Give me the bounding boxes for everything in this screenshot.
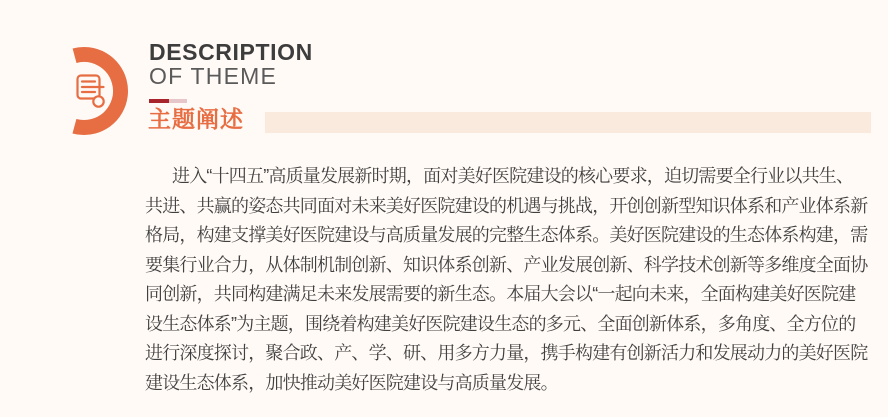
title-divider (149, 99, 187, 103)
theme-paragraph (145, 162, 871, 398)
document-arc-icon-svg (55, 40, 135, 150)
paragraph-line: 要集行业合力，从体制机制创新、知识体系创新、产业发展创新、科学技术创新等多维度全面协 (145, 254, 868, 275)
divider-dark-segment (149, 99, 169, 103)
document-arc-icon (55, 40, 135, 150)
section-title-en-line2: OF THEME (149, 63, 278, 89)
paragraph-line: 建设生态体系，加快推动美好医院建设与高质量发展。 (145, 372, 558, 393)
paragraph-line: 进行深度探讨，聚合政、产、学、研、用多方力量，携手构建有创新活力和发展动力的美好医院 (145, 343, 868, 363)
divider-light-segment (169, 99, 187, 103)
paragraph-line: 进入“十四五”高质量发展新时期，面对美好医院建设的核心要求，迫切需要全行业以共生、 (172, 166, 854, 186)
title-highlight-band (265, 112, 871, 133)
section-title-en-line1: DESCRIPTION (149, 39, 313, 65)
paragraph-line: 共进、共赢的姿态共同面对未来美好医院建设的机遇与挑战，开创创新型知识体系和产业体系新 (145, 195, 868, 216)
paragraph-line: 同创新，共同构建满足未来发展需要的新生态。本届大会以“一起向未来，全面构建美好医院建 (145, 284, 856, 304)
section-title-zh: 主题阐述 (148, 106, 244, 132)
paragraph-line: 格局，构建支撑美好医院建设与高质量发展的完整生态体系。美好医院建设的生态体系构建，需 (145, 225, 868, 245)
paragraph-line: 设生态体系”为主题，围绕着构建美好医院建设生态的多元、全面创新体系，多角度、全方位的 (145, 313, 856, 334)
